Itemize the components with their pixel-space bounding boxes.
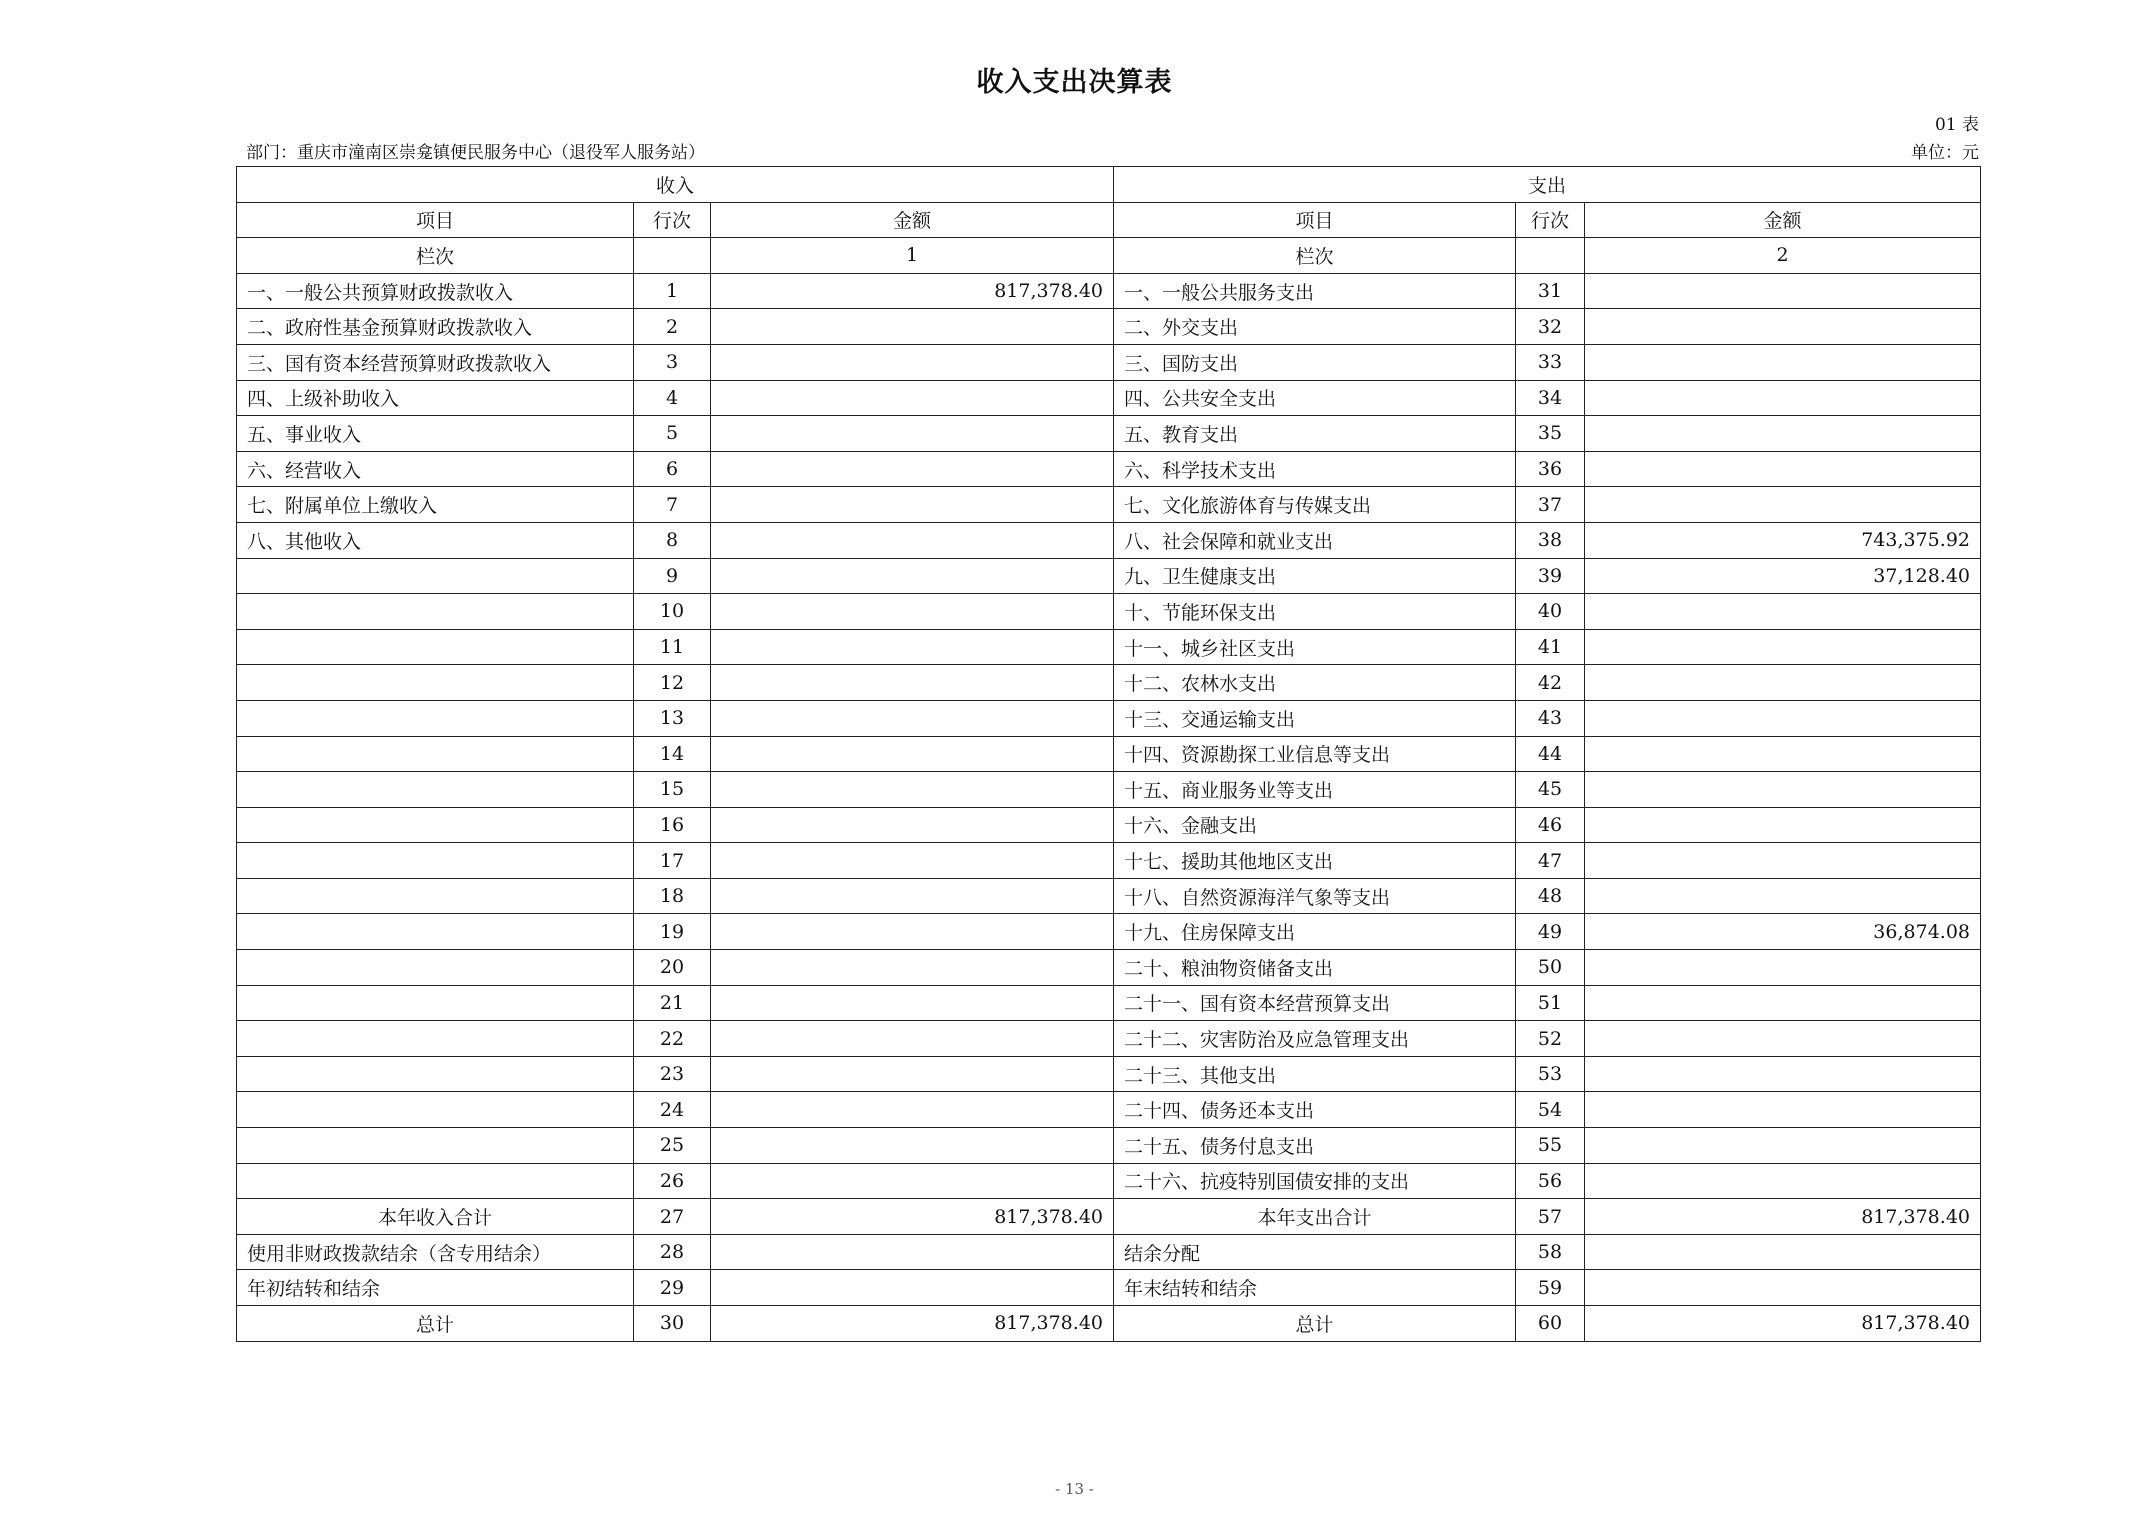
- income-row-no-cell: 5: [634, 416, 711, 452]
- income-item-cell: [237, 950, 634, 986]
- income-row-no-cell: 16: [634, 807, 711, 843]
- expense-section-header: 支出: [1114, 167, 1981, 203]
- expense-amount-cell: [1585, 416, 1981, 452]
- income-row-no-cell: 19: [634, 914, 711, 950]
- income-item-cell: 使用非财政拨款结余（含专用结余）: [237, 1234, 634, 1270]
- expense-amount-cell: [1585, 1234, 1981, 1270]
- income-amount-cell: [711, 914, 1114, 950]
- income-item-cell: [237, 914, 634, 950]
- section-header-row: [237, 167, 1981, 203]
- expense-item-cell: 七、文化旅游体育与传媒支出: [1114, 487, 1516, 523]
- expense-amount-cell: [1585, 309, 1981, 345]
- table-row: [237, 878, 1981, 914]
- expense-row-no-header: 行次: [1516, 202, 1585, 238]
- income-item-cell: [237, 594, 634, 630]
- income-amount-cell: [711, 558, 1114, 594]
- income-item-cell: 四、上级补助收入: [237, 380, 634, 416]
- expense-item-cell: 总计: [1114, 1306, 1516, 1342]
- expense-amount-cell: [1585, 950, 1981, 986]
- expense-column-no: 2: [1585, 238, 1981, 274]
- income-row-no-cell: 29: [634, 1270, 711, 1306]
- table-row: [237, 451, 1981, 487]
- income-amount-cell: [711, 985, 1114, 1021]
- expense-row-no-cell: 44: [1516, 736, 1585, 772]
- expense-row-no-cell: 51: [1516, 985, 1585, 1021]
- expense-amount-cell: 817,378.40: [1585, 1306, 1981, 1342]
- expense-item-cell: 二、外交支出: [1114, 309, 1516, 345]
- expense-item-cell: 四、公共安全支出: [1114, 380, 1516, 416]
- income-row-no-cell: 30: [634, 1306, 711, 1342]
- income-item-cell: 二、政府性基金预算财政拨款收入: [237, 309, 634, 345]
- income-amount-cell: [711, 594, 1114, 630]
- expense-row-no-cell: 50: [1516, 950, 1585, 986]
- income-amount-cell: [711, 522, 1114, 558]
- income-row-no-cell: 2: [634, 309, 711, 345]
- income-amount-cell: [711, 1234, 1114, 1270]
- table-row: [237, 1199, 1981, 1235]
- table-row: [237, 1234, 1981, 1270]
- income-row-no-cell: 6: [634, 451, 711, 487]
- expense-item-cell: 二十一、国有资本经营预算支出: [1114, 985, 1516, 1021]
- income-row-no-cell: 7: [634, 487, 711, 523]
- expense-item-cell: 十一、城乡社区支出: [1114, 629, 1516, 665]
- expense-row-no-cell: 60: [1516, 1306, 1585, 1342]
- income-amount-cell: [711, 451, 1114, 487]
- expense-amount-cell: [1585, 629, 1981, 665]
- table-row: [237, 1092, 1981, 1128]
- income-item-cell: [237, 1128, 634, 1164]
- expense-row-no-cell: 53: [1516, 1056, 1585, 1092]
- income-item-cell: [237, 843, 634, 879]
- income-item-cell: [237, 807, 634, 843]
- table-row: [237, 914, 1981, 950]
- income-amount-cell: [711, 487, 1114, 523]
- table-row: [237, 985, 1981, 1021]
- expense-amount-cell: 36,874.08: [1585, 914, 1981, 950]
- expense-row-no-cell: 38: [1516, 522, 1585, 558]
- expense-amount-cell: [1585, 1128, 1981, 1164]
- expense-amount-cell: [1585, 665, 1981, 701]
- expense-item-cell: 二十六、抗疫特别国债安排的支出: [1114, 1163, 1516, 1199]
- expense-column-blank: [1516, 238, 1585, 274]
- expense-row-no-cell: 49: [1516, 914, 1585, 950]
- expense-row-no-cell: 59: [1516, 1270, 1585, 1306]
- income-column-no: 1: [711, 238, 1114, 274]
- income-row-no-cell: 26: [634, 1163, 711, 1199]
- column-header-row: [237, 202, 1981, 238]
- expense-row-no-cell: 48: [1516, 878, 1585, 914]
- income-item-cell: [237, 985, 634, 1021]
- income-amount-cell: [711, 1270, 1114, 1306]
- income-row-no-cell: 3: [634, 344, 711, 380]
- expense-item-cell: 一、一般公共服务支出: [1114, 273, 1516, 309]
- table-row: [237, 1163, 1981, 1199]
- expense-item-cell: 八、社会保障和就业支出: [1114, 522, 1516, 558]
- table-row: [237, 1056, 1981, 1092]
- expense-item-cell: 六、科学技术支出: [1114, 451, 1516, 487]
- income-row-no-cell: 4: [634, 380, 711, 416]
- income-item-cell: [237, 736, 634, 772]
- income-amount-header: 金额: [711, 202, 1114, 238]
- expense-row-no-cell: 56: [1516, 1163, 1585, 1199]
- income-amount-cell: [711, 1128, 1114, 1164]
- income-item-cell: 七、附属单位上缴收入: [237, 487, 634, 523]
- expense-amount-cell: [1585, 700, 1981, 736]
- income-item-cell: [237, 665, 634, 701]
- page-number: - 13 -: [1055, 1480, 1094, 1498]
- expense-row-no-cell: 41: [1516, 629, 1585, 665]
- income-item-cell: 六、经营收入: [237, 451, 634, 487]
- income-item-cell: [237, 878, 634, 914]
- expense-row-no-cell: 31: [1516, 273, 1585, 309]
- expense-item-cell: 十二、农林水支出: [1114, 665, 1516, 701]
- income-item-cell: 五、事业收入: [237, 416, 634, 452]
- expense-item-cell: 十四、资源勘探工业信息等支出: [1114, 736, 1516, 772]
- table-row: [237, 700, 1981, 736]
- income-amount-cell: [711, 843, 1114, 879]
- income-item-cell: [237, 1021, 634, 1057]
- income-amount-cell: [711, 629, 1114, 665]
- page-title: 收入支出决算表: [976, 67, 1173, 98]
- table-row: [237, 665, 1981, 701]
- income-row-no-cell: 22: [634, 1021, 711, 1057]
- table-row: [237, 1306, 1981, 1342]
- income-row-no-cell: 28: [634, 1234, 711, 1270]
- income-row-no-cell: 9: [634, 558, 711, 594]
- income-row-no-cell: 24: [634, 1092, 711, 1128]
- income-row-no-cell: 27: [634, 1199, 711, 1235]
- income-item-cell: 一、一般公共预算财政拨款收入: [237, 273, 634, 309]
- income-item-cell: 总计: [237, 1306, 634, 1342]
- expense-column-label: 栏次: [1114, 238, 1516, 274]
- income-row-no-cell: 15: [634, 772, 711, 808]
- expense-amount-cell: [1585, 1270, 1981, 1306]
- income-amount-cell: 817,378.40: [711, 1199, 1114, 1235]
- expense-item-cell: 二十、粮油物资储备支出: [1114, 950, 1516, 986]
- expense-amount-cell: [1585, 772, 1981, 808]
- income-item-cell: 年初结转和结余: [237, 1270, 634, 1306]
- income-row-no-cell: 13: [634, 700, 711, 736]
- income-amount-cell: [711, 380, 1114, 416]
- income-item-cell: [237, 1163, 634, 1199]
- income-row-no-cell: 17: [634, 843, 711, 879]
- expense-amount-cell: 817,378.40: [1585, 1199, 1981, 1235]
- income-amount-cell: [711, 1092, 1114, 1128]
- income-amount-cell: [711, 309, 1114, 345]
- table-row: [237, 594, 1981, 630]
- income-amount-cell: 817,378.40: [711, 1306, 1114, 1342]
- expense-item-cell: 十、节能环保支出: [1114, 594, 1516, 630]
- income-amount-cell: [711, 878, 1114, 914]
- expense-amount-cell: [1585, 1092, 1981, 1128]
- income-column-label: 栏次: [237, 238, 634, 274]
- expense-item-cell: 年末结转和结余: [1114, 1270, 1516, 1306]
- income-row-no-cell: 18: [634, 878, 711, 914]
- expense-item-cell: 十八、自然资源海洋气象等支出: [1114, 878, 1516, 914]
- expense-row-no-cell: 57: [1516, 1199, 1585, 1235]
- table-row: [237, 1021, 1981, 1057]
- expense-amount-cell: [1585, 736, 1981, 772]
- column-index-row: [237, 238, 1981, 274]
- income-amount-cell: [711, 1056, 1114, 1092]
- income-amount-cell: [711, 344, 1114, 380]
- expense-row-no-cell: 43: [1516, 700, 1585, 736]
- income-row-no-cell: 23: [634, 1056, 711, 1092]
- income-amount-cell: [711, 1163, 1114, 1199]
- expense-item-cell: 二十四、债务还本支出: [1114, 1092, 1516, 1128]
- table-row: [237, 950, 1981, 986]
- table-row: [237, 344, 1981, 380]
- expense-amount-cell: [1585, 380, 1981, 416]
- expense-row-no-cell: 36: [1516, 451, 1585, 487]
- expense-row-no-cell: 37: [1516, 487, 1585, 523]
- expense-row-no-cell: 52: [1516, 1021, 1585, 1057]
- table-row: [237, 736, 1981, 772]
- income-amount-cell: [711, 772, 1114, 808]
- expense-amount-cell: [1585, 594, 1981, 630]
- expense-amount-cell: [1585, 985, 1981, 1021]
- income-item-header: 项目: [237, 202, 634, 238]
- table-row: [237, 807, 1981, 843]
- income-amount-cell: 817,378.40: [711, 273, 1114, 309]
- expense-row-no-cell: 39: [1516, 558, 1585, 594]
- expense-item-cell: 十七、援助其他地区支出: [1114, 843, 1516, 879]
- income-item-cell: [237, 629, 634, 665]
- income-amount-cell: [711, 950, 1114, 986]
- table-row: [237, 772, 1981, 808]
- income-amount-cell: [711, 416, 1114, 452]
- expense-amount-cell: 37,128.40: [1585, 558, 1981, 594]
- expense-item-cell: 十六、金融支出: [1114, 807, 1516, 843]
- income-row-no-cell: 11: [634, 629, 711, 665]
- expense-item-header: 项目: [1114, 202, 1516, 238]
- income-item-cell: [237, 772, 634, 808]
- expense-row-no-cell: 45: [1516, 772, 1585, 808]
- department-label: 部门：重庆市潼南区崇龛镇便民服务中心（退役军人服务站）: [246, 143, 705, 163]
- expense-row-no-cell: 58: [1516, 1234, 1585, 1270]
- table-row: [237, 1270, 1981, 1306]
- expense-row-no-cell: 40: [1516, 594, 1585, 630]
- expense-row-no-cell: 35: [1516, 416, 1585, 452]
- income-item-cell: [237, 558, 634, 594]
- income-column-blank: [634, 238, 711, 274]
- expense-amount-cell: [1585, 1056, 1981, 1092]
- income-row-no-header: 行次: [634, 202, 711, 238]
- table-row: [237, 380, 1981, 416]
- table-row: [237, 309, 1981, 345]
- expense-item-cell: 三、国防支出: [1114, 344, 1516, 380]
- form-number: 01 表: [1934, 115, 1979, 135]
- income-item-cell: 三、国有资本经营预算财政拨款收入: [237, 344, 634, 380]
- income-amount-cell: [711, 807, 1114, 843]
- income-amount-cell: [711, 736, 1114, 772]
- expense-row-no-cell: 34: [1516, 380, 1585, 416]
- expense-row-no-cell: 42: [1516, 665, 1585, 701]
- expense-item-cell: 结余分配: [1114, 1234, 1516, 1270]
- income-row-no-cell: 25: [634, 1128, 711, 1164]
- table-body: [237, 167, 1981, 1342]
- income-expense-table: [236, 166, 1981, 1342]
- income-item-cell: [237, 1092, 634, 1128]
- income-amount-cell: [711, 700, 1114, 736]
- income-item-cell: [237, 700, 634, 736]
- expense-amount-cell: [1585, 1021, 1981, 1057]
- income-row-no-cell: 12: [634, 665, 711, 701]
- expense-amount-cell: [1585, 273, 1981, 309]
- income-item-cell: 八、其他收入: [237, 522, 634, 558]
- expense-item-cell: 十九、住房保障支出: [1114, 914, 1516, 950]
- income-amount-cell: [711, 665, 1114, 701]
- table-row: [237, 558, 1981, 594]
- expense-row-no-cell: 47: [1516, 843, 1585, 879]
- expense-item-cell: 九、卫生健康支出: [1114, 558, 1516, 594]
- table-row: [237, 629, 1981, 665]
- income-row-no-cell: 14: [634, 736, 711, 772]
- expense-row-no-cell: 46: [1516, 807, 1585, 843]
- expense-amount-cell: [1585, 487, 1981, 523]
- table-row: [237, 1128, 1981, 1164]
- income-item-cell: 本年收入合计: [237, 1199, 634, 1235]
- expense-row-no-cell: 54: [1516, 1092, 1585, 1128]
- expense-amount-cell: [1585, 878, 1981, 914]
- income-section-header: 收入: [237, 167, 1114, 203]
- expense-item-cell: 本年支出合计: [1114, 1199, 1516, 1235]
- income-row-no-cell: 10: [634, 594, 711, 630]
- income-row-no-cell: 1: [634, 273, 711, 309]
- expense-item-cell: 十五、商业服务业等支出: [1114, 772, 1516, 808]
- expense-item-cell: 二十三、其他支出: [1114, 1056, 1516, 1092]
- expense-item-cell: 二十二、灾害防治及应急管理支出: [1114, 1021, 1516, 1057]
- unit-label: 单位：元: [1911, 143, 1979, 163]
- expense-row-no-cell: 33: [1516, 344, 1585, 380]
- expense-item-cell: 二十五、债务付息支出: [1114, 1128, 1516, 1164]
- expense-amount-cell: [1585, 1163, 1981, 1199]
- expense-row-no-cell: 32: [1516, 309, 1585, 345]
- expense-amount-cell: [1585, 451, 1981, 487]
- income-row-no-cell: 8: [634, 522, 711, 558]
- table-row: [237, 843, 1981, 879]
- expense-amount-header: 金额: [1585, 202, 1981, 238]
- expense-item-cell: 五、教育支出: [1114, 416, 1516, 452]
- table-row: [237, 522, 1981, 558]
- expense-row-no-cell: 55: [1516, 1128, 1585, 1164]
- income-amount-cell: [711, 1021, 1114, 1057]
- expense-amount-cell: 743,375.92: [1585, 522, 1981, 558]
- income-row-no-cell: 20: [634, 950, 711, 986]
- table-row: [237, 416, 1981, 452]
- expense-amount-cell: [1585, 807, 1981, 843]
- expense-amount-cell: [1585, 843, 1981, 879]
- expense-amount-cell: [1585, 344, 1981, 380]
- income-item-cell: [237, 1056, 634, 1092]
- income-row-no-cell: 21: [634, 985, 711, 1021]
- expense-item-cell: 十三、交通运输支出: [1114, 700, 1516, 736]
- table-row: [237, 487, 1981, 523]
- table-row: [237, 273, 1981, 309]
